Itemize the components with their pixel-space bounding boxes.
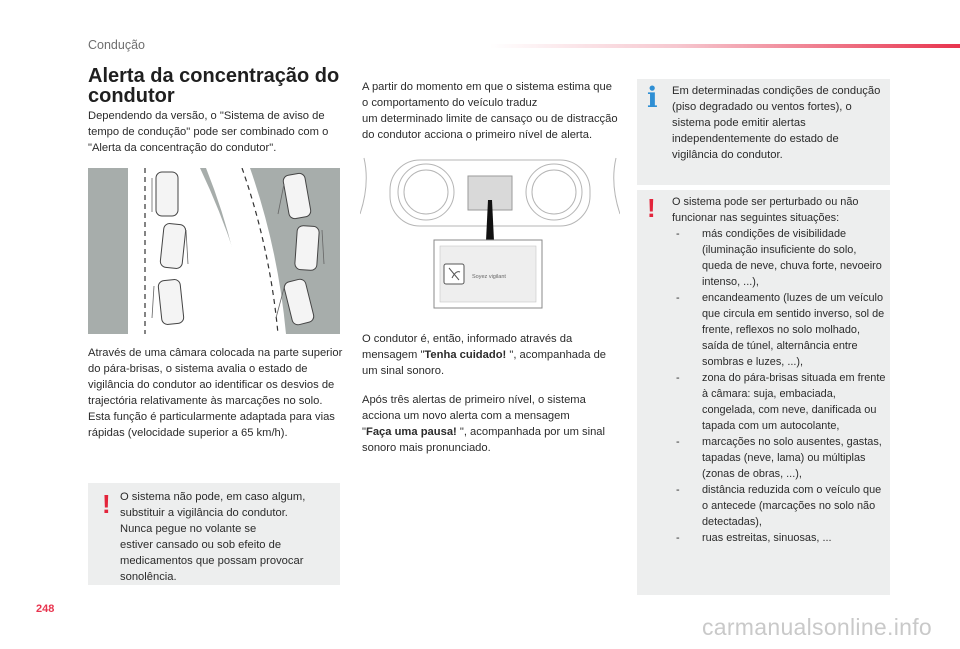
- lane-drift-svg: [88, 168, 340, 334]
- info-box-text: Em determinadas condições de condução (piso degradado ou ventos fortes), o sistema pode emitir alertas independentemente do estado de vigilância do condutor.: [672, 85, 881, 161]
- list-item: - ruas estreitas, sinuosas, ...: [672, 530, 886, 546]
- list-item: - marcações no solo ausentes, gastas, tapadas (neve, lama) ou múltiplas (zonas de obras, ...),: [672, 434, 886, 482]
- camera-text: Através de uma câmara colocada na parte superior do pára-brisas, o sistema avalia o estado de vigilância do condutor ao identificar os desvios de trajectória relativamente às marcações no solo. Esta função é particularmente adaptada para vias rápidas (velocidade superior a 65 km/h).: [88, 347, 343, 439]
- second-alert-paragraph: [362, 392, 620, 456]
- warning-right-intro: O sistema pode ser perturbado ou não funcionar nas seguintes situações:: [672, 196, 859, 224]
- instrument-cluster-illustration: [360, 154, 620, 314]
- page-title: Alerta da concentração do condutor: [88, 65, 340, 107]
- second-alert-after: ", acompanhada por um sinal sonoro mais pronunciado.: [362, 426, 606, 454]
- alert-level-paragraph: [362, 79, 620, 143]
- intro-paragraph: [88, 108, 346, 156]
- second-alert-before: Após três alertas de primeiro nível, o sistema acciona um novo alerta com a mensagem ": [362, 394, 586, 438]
- display-message: Soyez vigilant: [472, 274, 506, 280]
- camera-paragraph: [88, 345, 346, 441]
- first-alert-after: ", acompanhada de um sinal sonoro.: [362, 349, 607, 377]
- warning-box-left: [88, 483, 340, 585]
- info-icon: i: [647, 81, 658, 114]
- watermark: carmanualsonline.info: [701, 614, 932, 640]
- instrument-cluster-svg: [360, 154, 620, 314]
- section-label: Condução: [88, 38, 145, 52]
- list-item: - zona do pára-brisas situada em frente à câmara: suja, embaciada, congelada, com neve, danificada ou tapada com um autocolante,: [672, 370, 886, 434]
- list-item: - encandeamento (luzes de um veículo que circula em sentido inverso, sol de frente, reflexos no solo molhado, saída de túnel, alternância entre sombras e luzes, ...),: [672, 290, 886, 370]
- lane-drift-illustration: [88, 168, 340, 334]
- first-alert-paragraph: [362, 331, 620, 379]
- page-number: 248: [36, 603, 55, 615]
- warning-left-content: [120, 489, 332, 585]
- warning-box-right: [637, 190, 890, 595]
- intro-text: Dependendo da versão, o "Sistema de aviso de tempo de condução" pode ser combinado com o "Alerta da concentração do condutor".: [88, 110, 329, 154]
- second-alert-message: Faça uma pausa!: [365, 426, 457, 438]
- list-item: - más condições de visibilidade (iluminação insuficiente do solo, queda de neve, chuva forte, nevoeiro intenso, ...),: [672, 226, 886, 290]
- header-accent-bar: [490, 44, 960, 48]
- first-alert-before: O condutor é, então, informado através da mensagem ": [362, 333, 573, 361]
- disturbance-list: [672, 226, 886, 546]
- alert-level-text: A partir do momento em que o sistema estima que o comportamento do veículo traduz um determinado limite de cansaço ou de distracção do condutor acciona o primeiro nível de alerta.: [362, 81, 618, 141]
- list-item: - distância reduzida com o veículo que o antecede (marcações no solo não detectadas),: [672, 482, 886, 530]
- warning-icon-right: !: [647, 193, 656, 223]
- info-box: [637, 79, 890, 185]
- info-box-content: [672, 83, 882, 163]
- warning-left-text: O sistema não pode, em caso algum, substituir a vigilância do condutor. Nunca pegue no volante se estiver cansado ou sob efeito de medicamentos que possam provocar sonolência.: [120, 491, 306, 583]
- warning-icon: !: [102, 489, 111, 519]
- first-alert-message: Tenha cuidado!: [424, 349, 507, 361]
- warning-right-content: [672, 194, 886, 546]
